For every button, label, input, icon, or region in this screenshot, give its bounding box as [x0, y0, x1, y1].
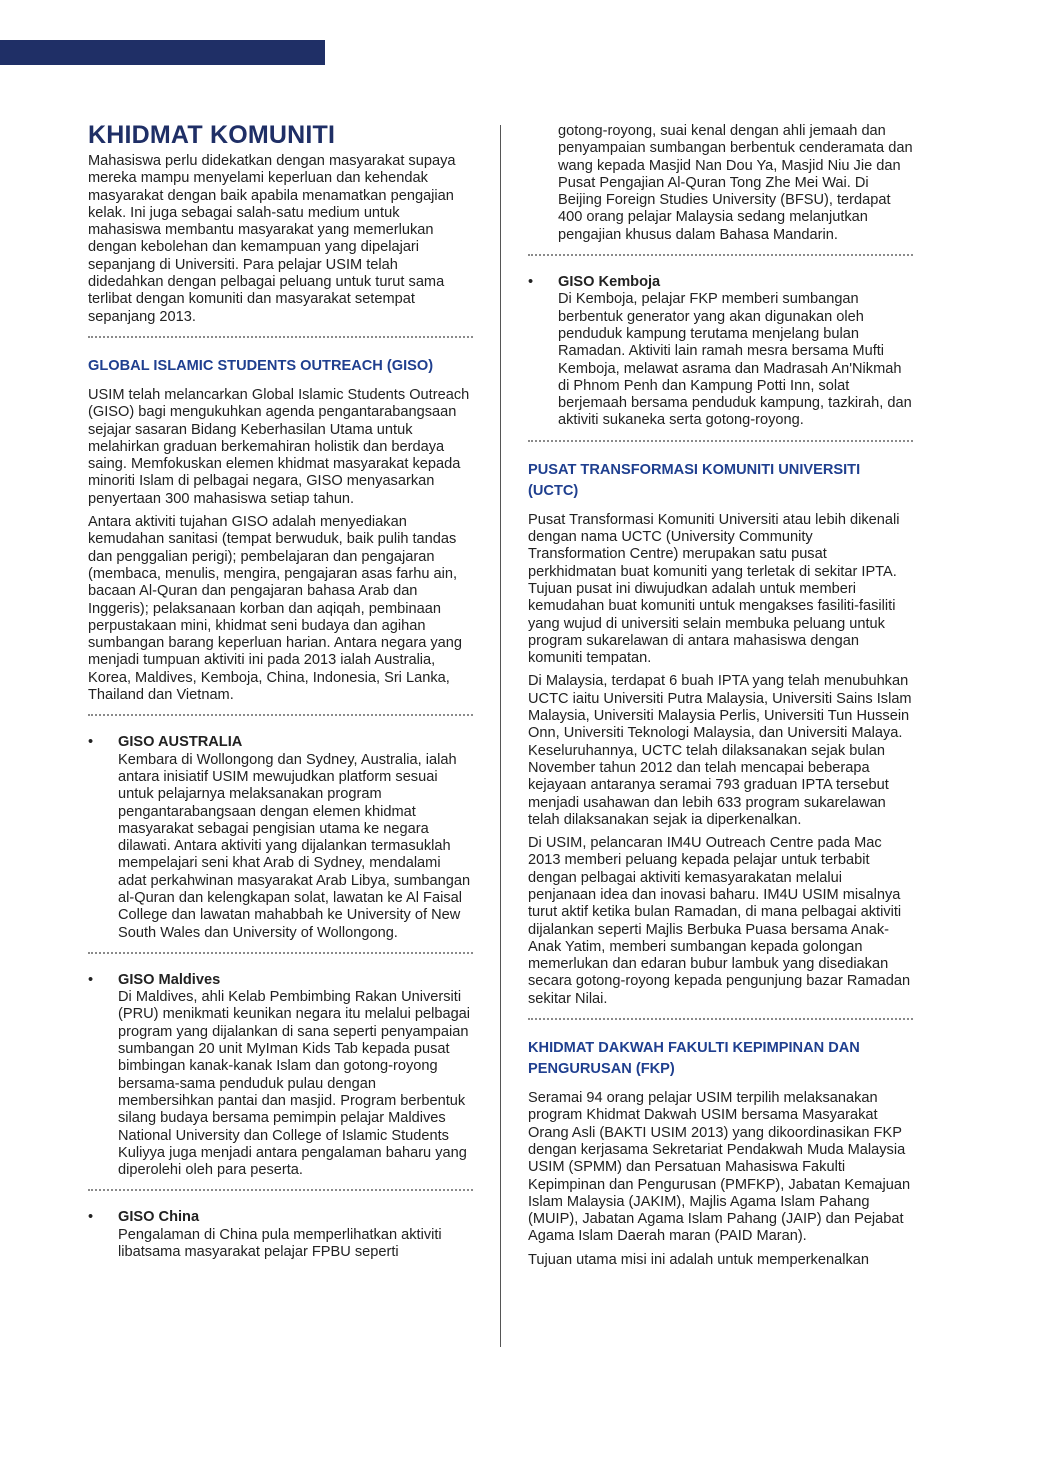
giso-china-item — [88, 1209, 473, 1261]
dotted-separator — [88, 952, 473, 954]
dotted-separator — [528, 440, 913, 442]
bullet-icon: • — [88, 1209, 94, 1226]
bullet-icon: • — [528, 274, 534, 291]
giso-paragraph-1: USIM telah melancarkan Global Islamic Students Outreach (GISO) bagi mengukuhkan agenda pengantarabangsaan sejajar sasaran Bidang Keberhasilan Utama untuk melahirkan graduan berkemahiran holistik dan berdaya saing. Memfokuskan elemen khidmat masyarakat kepada minoriti Islam di pelbagai negara, GISO menyasarkan penyertaan 300 mahasiswa setiap tahun. — [88, 386, 470, 507]
left-column — [88, 120, 473, 1265]
giso-kemboja-title: GISO Kemboja — [558, 274, 661, 291]
uctc-paragraph-1: Pusat Transformasi Komuniti Universiti atau lebih dikenali dengan nama UCTC (University Community Transformation Centre) merupakan satu pusat perkhidmatan buat komuniti yang terletak di sekitar IPTA. Tujuan pusat ini diwujudkan adalah untuk memberi kemudahan buat komuniti untuk mengakses fasiliti-fasiliti yang wujud di universiti selain membuka peluang untuk program sukarelawan di antara mahasiswa dengan komuniti tempatan. — [528, 511, 900, 667]
giso-maldives-text: Di Maldives, ahli Kelab Pembimbing Rakan Universiti (PRU) menikmati keunikan negara itu melalui pelbagai program yang dijalankan di sana seperti penyampaian sumbangan 20 unit MyIman Kids Tab kepada pusat bimbingan kanak-kanak Islam dan gotong-royong bersama-sama penduduk pulau dengan membersihkan pantai dan masjid. Program berbentuk silang budaya bersama pemimpin pelajar Maldives National University dan College of Islamic Students Kuliyya juga menjadi antara pengalaman baharu yang diperolehi oleh para peserta. — [118, 989, 471, 1179]
giso-heading: GLOBAL ISLAMIC STUDENTS OUTREACH (GISO) — [88, 357, 434, 374]
uctc-paragraph-2: Di Malaysia, terdapat 6 buah IPTA yang telah menubuhkan UCTC iaitu Universiti Putra Malaysia, Universiti Sains Islam Malaysia, Universiti Malaysia Perlis, Universiti Tun Hussein Onn, Universiti Teknologi Malaysia, dan Universiti Malaya. Keseluruhannya, UCTC telah dilaksanakan sejak bulan November tahun 2012 dan telah mencapai beberapa kejayaan antaranya seramai 793 graduan IPTA tersebut menjadi usahawan dan lebih 633 program sukarelawan telah dilaksanakan sejak ia diperkenalkan. — [528, 673, 912, 828]
fkp-heading: KHIDMAT DAKWAH FAKULTI KEPIMPINAN DAN PENGURUSAN (FKP) — [528, 1040, 860, 1078]
giso-kemboja-item — [528, 274, 913, 430]
header-accent-bar — [0, 40, 325, 65]
giso-china-continued — [528, 123, 913, 244]
giso-paragraph-2: Antara aktiviti tujahan GISO adalah menyediakan kemudahan sanitasi (tempat berwuduk, baik pulih tandas dan penggalian perigi); pembelajaran dan pengajaran (membaca, menulis, mengira, pengajaran asas farhu ain, bacaan Al-Quran dan pengajaran bahasa Arab dan Inggeris); pelaksanaan korban dan aqiqah, pembinaan perpustakaan mini, khidmat seni budaya dan agihan sumbangan barang keperluan harian. Antara negara yang menjadi tumpuan aktiviti ini pada 2013 ialah Australia, Korea, Maldives, Kemboja, China, Indonesia, Sri Lanka, Thailand dan Vietnam. — [88, 514, 463, 704]
dotted-separator — [88, 714, 473, 716]
right-column — [528, 123, 913, 1275]
dotted-separator — [88, 1189, 473, 1191]
dotted-separator — [528, 254, 913, 256]
bullet-icon: • — [88, 971, 94, 988]
giso-australia-item — [88, 734, 473, 942]
giso-australia-title: GISO AUSTRALIA — [118, 734, 243, 751]
giso-maldives-item — [88, 972, 473, 1180]
intro-paragraph: Mahasiswa perlu didekatkan dengan masyarakat supaya mereka mampu menyelami keperluan dan kehendak masyarakat dengan baik apabila menamatkan pengajian kelak. Ini juga sebagai salah-satu medium untuk mahasiswa membantu masyarakat yang memerlukan dengan kebolehan dan kemampuan yang dipelajari sepanjang di Universiti. Para pelajar USIM telah didedahkan dengan pelbagai peluang untuk turut sama terlibat dengan komuniti dan masyarakat setempat sepanjang 2013. — [88, 153, 456, 325]
uctc-heading: PUSAT TRANSFORMASI KOMUNITI UNIVERSITI (UCTC) — [528, 461, 861, 499]
fkp-paragraph-1: Seramai 94 orang pelajar USIM terpilih melaksanakan program Khidmat Dakwah USIM bersama Masyarakat Orang Asli (BAKTI USIM 2013) yang dikoordinasikan FKP dengan kerjasama Sekretariat Pendakwah Muda Malaysia USIM (SPMM) dan Persatuan Mahasiswa Fakulti Kepimpinan dan Pengurusan (PMFKP), Jabatan Kemajuan Islam Malaysia (JAKIM), Majlis Agama Islam Pahang (MUIP), Jabatan Agama Islam Pahang (JAIP) dan Pejabat Agama Islam Daerah maran (PAID Maran). — [528, 1090, 911, 1245]
page-title: KHIDMAT KOMUNITI — [88, 121, 336, 149]
bullet-icon: • — [88, 734, 94, 751]
giso-kemboja-text: Di Kemboja, pelajar FKP memberi sumbangan berbentuk generator yang akan digunakan oleh penduduk kampung terutama menjelang bulan Ramadan. Aktiviti lain ramah mesra bersama Mufti Kemboja, melawat asrama dan Madrasah An'Nikmah di Phnom Penh dan Kampung Potti Inn, solat berjemaah bersama penduduk kampung, tazkirah, dan aktiviti sukaneka serta gotong-royong. — [558, 291, 912, 429]
giso-china-title: GISO China — [118, 1209, 200, 1226]
dotted-separator — [88, 336, 473, 338]
uctc-paragraph-3: Di USIM, pelancaran IM4U Outreach Centre pada Mac 2013 memberi peluang kepada pelajar untuk terbabit dengan pelbagai aktiviti kemasyarakatan melalui penjanaan idea dan inovasi baharu. IM4U USIM misalnya turut aktif ketika bulan Ramadan, di mana pelbagai aktiviti dijalankan seperti Majlis Berbuka Puasa bersama Anak-Anak Yatim, memberi sumbangan kepada golongan memerlukan dan edaran bubur lambuk yang disediakan secara gotong-royong kepada pengunjung bazar Ramadan sekitar Nilai. — [528, 835, 911, 1007]
dotted-separator — [528, 1018, 913, 1020]
giso-maldives-title: GISO Maldives — [118, 971, 221, 988]
giso-australia-text: Kembara di Wollongong dan Sydney, Australia, ialah antara inisiatif USIM mewujudkan platform sesuai untuk pelajarnya melaksanakan program pengantarabangsaan dengan elemen khidmat masyarakat sebagai pengisian utama ke negara dilawati. Antara aktiviti yang dijalankan termasuklah mempelajari seni khat Arab di Sydney, mendalami adat perkahwinan masyarakat Arab Libya, sumbangan al-Quran dan kelengkapan solat, lawatan ke Al Faisal College dan lawatan mahabbah ke University of New South Wales dan University of Wollongong. — [118, 751, 471, 941]
fkp-paragraph-2: Tujuan utama misi ini adalah untuk memperkenalkan — [528, 1251, 869, 1268]
giso-china-continued-text: gotong-royong, suai kenal dengan ahli jemaah dan penyampaian sumbangan berbentuk cenderamata dan wang kepada Masjid Nan Dou Ya, Masjid Niu Jie dan Pusat Pengajian Al-Quran Tong Zhe Mei Wai. Di Beijing Foreign Studies University (BFSU), terdapat 400 orang pelajar Malaysia sedang melanjutkan pengajian khusus dalam Bahasa Mandarin. — [558, 123, 913, 243]
column-divider — [500, 125, 501, 1347]
giso-china-text: Pengalaman di China pula memperlihatkan aktiviti libatsama masyarakat pelajar FPBU seperti — [118, 1226, 442, 1261]
